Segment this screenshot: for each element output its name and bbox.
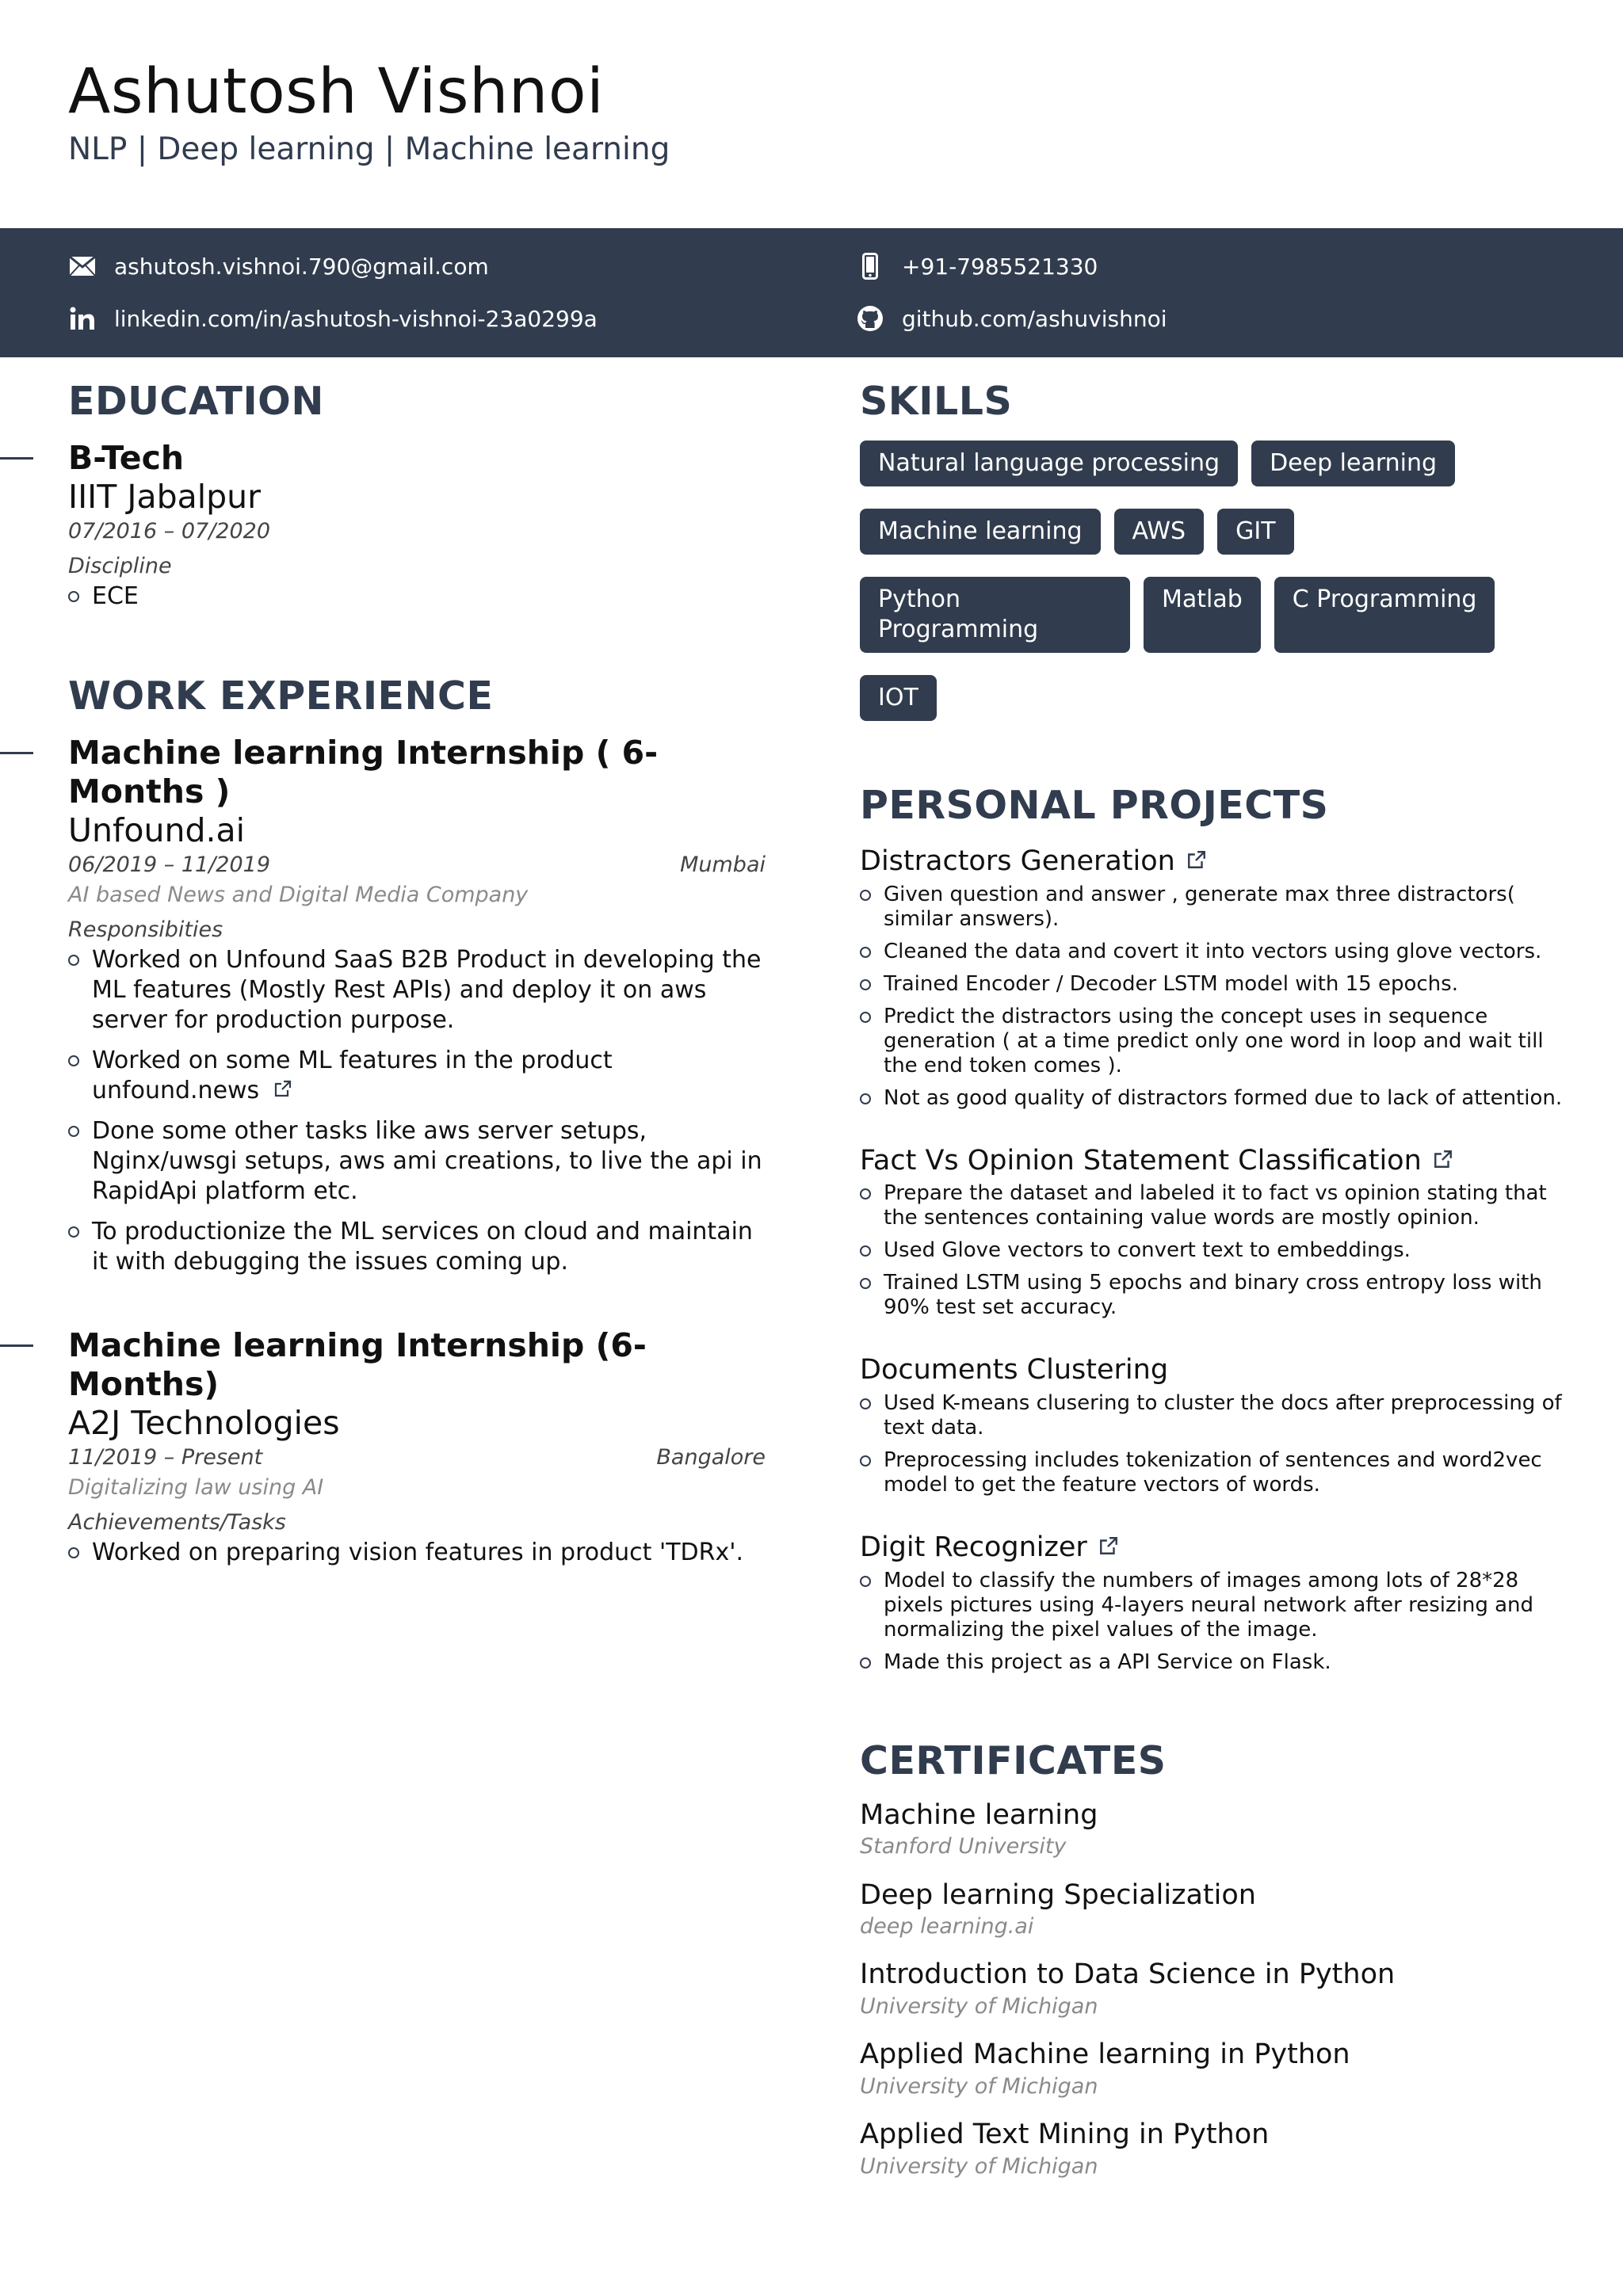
candidate-name: Ashutosh Vishnoi bbox=[68, 56, 605, 128]
list-item: Done some other tasks like aws server setups, Nginx/uwsgi setups, aws ami creations, to live the api in RapidApi platform etc. bbox=[68, 1116, 766, 1207]
skill-tag: Machine learning bbox=[860, 509, 1101, 555]
school: IIIT Jabalpur bbox=[68, 478, 261, 517]
education-dates-row bbox=[68, 517, 766, 547]
contact-email[interactable] bbox=[68, 250, 489, 282]
contact-bar bbox=[0, 228, 1623, 357]
education-dates: 07/2016 – 07/2020 bbox=[68, 519, 270, 544]
certificate-name: Introduction to Data Science in Python bbox=[860, 1958, 1396, 1991]
external-link-icon[interactable] bbox=[273, 1076, 292, 1106]
certificates-heading: CERTIFICATES bbox=[860, 1737, 1167, 1783]
skill-tag: Python Programming bbox=[860, 577, 1130, 653]
discipline-label: Discipline bbox=[68, 554, 172, 579]
job-location: Mumbai bbox=[680, 852, 766, 878]
list-item: Worked on preparing vision features in product 'TDRx'. bbox=[68, 1538, 766, 1568]
external-link-icon[interactable] bbox=[1433, 1144, 1453, 1179]
left-column bbox=[68, 380, 766, 1578]
job-bullets bbox=[68, 1538, 766, 1568]
job-location: Bangalore bbox=[656, 1445, 766, 1470]
external-link-icon[interactable] bbox=[1098, 1531, 1119, 1566]
external-link-icon[interactable] bbox=[1186, 845, 1207, 879]
project-name: Digit Recognizer bbox=[860, 1531, 1087, 1564]
list-item: To productionize the ML services on cloud and maintain it with debugging the issues coming up. bbox=[68, 1217, 766, 1277]
job-entry bbox=[68, 734, 766, 1277]
list-item-text: Worked on some ML features in the product unfound.news bbox=[92, 1046, 613, 1104]
email-text[interactable]: ashutosh.vishnoi.790@gmail.com bbox=[114, 253, 489, 280]
list-item: Made this project as a API Service on Flask. bbox=[860, 1650, 1573, 1675]
degree: B-Tech bbox=[68, 438, 185, 477]
project-bullets bbox=[860, 1391, 1573, 1497]
certificate-org: Stanford University bbox=[860, 1834, 1067, 1859]
job-company: A2J Technologies bbox=[68, 1404, 340, 1443]
skill-tag: GIT bbox=[1217, 509, 1293, 555]
email-icon bbox=[68, 252, 97, 280]
project-entry bbox=[860, 845, 1573, 1111]
certificate-org: University of Michigan bbox=[860, 1994, 1098, 2019]
certificate-org: deep learning.ai bbox=[860, 1914, 1034, 1939]
job-bullets bbox=[68, 945, 766, 1277]
github-icon bbox=[856, 304, 884, 333]
education-heading: EDUCATION bbox=[68, 379, 324, 424]
candidate-subtitle: NLP | Deep learning | Machine learning bbox=[68, 131, 670, 167]
list-item: ECE bbox=[68, 582, 766, 612]
certificate-name: Deep learning Specialization bbox=[860, 1878, 1256, 1911]
contact-linkedin[interactable] bbox=[68, 303, 598, 334]
list-item: Model to classify the numbers of images among lots of 28*28 pixels pictures using 4-layers neural network after resizing and normalizing the pixel values of the image. bbox=[860, 1569, 1573, 1642]
skill-tag: Natural language processing bbox=[860, 441, 1238, 486]
skill-tag: Matlab bbox=[1144, 577, 1261, 653]
certificate-entry bbox=[860, 1958, 1573, 2020]
phone-icon bbox=[856, 252, 884, 280]
job-dates: 06/2019 – 11/2019 bbox=[68, 852, 270, 878]
job-meta bbox=[68, 1443, 766, 1473]
project-entry bbox=[860, 1144, 1573, 1321]
certificate-org: University of Michigan bbox=[860, 2073, 1098, 2099]
work-heading: WORK EXPERIENCE bbox=[68, 673, 494, 719]
certificate-entry bbox=[860, 1878, 1573, 1941]
project-entry bbox=[860, 1353, 1573, 1497]
list-item: Given question and answer , generate max three distractors( similar answers). bbox=[860, 883, 1573, 932]
project-title bbox=[860, 845, 1573, 879]
skill-tag: C Programming bbox=[1274, 577, 1495, 653]
skills-list bbox=[860, 441, 1573, 743]
list-item: Trained LSTM using 5 epochs and binary cross entropy loss with 90% test set accuracy. bbox=[860, 1271, 1573, 1320]
project-name: Fact Vs Opinion Statement Classification bbox=[860, 1144, 1422, 1177]
list-item: Used Glove vectors to convert text to embeddings. bbox=[860, 1238, 1573, 1263]
skill-tag: IOT bbox=[860, 675, 937, 721]
project-title bbox=[860, 1144, 1573, 1179]
discipline-list bbox=[68, 582, 766, 612]
list-item: Used K-means clusering to cluster the docs after preprocessing of text data. bbox=[860, 1391, 1573, 1440]
skill-tag: AWS bbox=[1114, 509, 1205, 555]
job-dates: 11/2019 – Present bbox=[68, 1445, 263, 1470]
projects-heading: PERSONAL PROJECTS bbox=[860, 782, 1329, 828]
job-label: Achievements/Tasks bbox=[68, 1509, 286, 1535]
project-name: Documents Clustering bbox=[860, 1354, 1169, 1386]
project-title bbox=[860, 1531, 1573, 1566]
education-entry bbox=[68, 439, 766, 612]
project-entry bbox=[860, 1531, 1573, 1675]
project-bullets bbox=[860, 883, 1573, 1111]
certificate-name: Machine learning bbox=[860, 1798, 1098, 1831]
list-item: Cleaned the data and covert it into vectors using glove vectors. bbox=[860, 940, 1573, 964]
contact-github[interactable] bbox=[856, 303, 1167, 334]
linkedin-text[interactable]: linkedin.com/in/ashutosh-vishnoi-23a0299a bbox=[114, 305, 598, 332]
resume-header bbox=[68, 57, 1495, 167]
github-text[interactable]: github.com/ashuvishnoi bbox=[902, 305, 1167, 332]
certificate-entry bbox=[860, 1798, 1573, 1861]
job-company: Unfound.ai bbox=[68, 811, 246, 850]
job-meta bbox=[68, 850, 766, 880]
job-role: Machine learning Internship ( 6- Months ) bbox=[68, 733, 659, 810]
certificate-name: Applied Machine learning in Python bbox=[860, 2039, 1350, 2071]
list-item: Worked on Unfound SaaS B2B Product in developing the ML features (Mostly Rest APIs) and deploy it on aws server for production purpose. bbox=[68, 945, 766, 1035]
project-bullets bbox=[860, 1181, 1573, 1320]
certificate-name: Applied Text Mining in Python bbox=[860, 2119, 1270, 2151]
list-item: Prepare the dataset and labeled it to fact vs opinion stating that the sentences containing value words are mostly opinion. bbox=[860, 1181, 1573, 1230]
project-bullets bbox=[860, 1569, 1573, 1675]
contact-phone[interactable] bbox=[856, 250, 1098, 282]
company-description: Digitalizing law using AI bbox=[68, 1475, 324, 1501]
list-item: Preprocessing includes tokenization of sentences and word2vec model to get the feature vectors of words. bbox=[860, 1448, 1573, 1497]
linkedin-icon bbox=[68, 304, 97, 333]
project-name: Distractors Generation bbox=[860, 845, 1175, 877]
entry-marker bbox=[0, 752, 33, 754]
phone-text[interactable]: +91-7985521330 bbox=[902, 253, 1098, 280]
job-role: Machine learning Internship (6- Months) bbox=[68, 1325, 647, 1403]
job-entry bbox=[68, 1326, 766, 1568]
certificate-entry bbox=[860, 2118, 1573, 2180]
entry-marker bbox=[0, 457, 33, 460]
right-column bbox=[860, 380, 1573, 2180]
list-item: Predict the distractors using the concept uses in sequence generation ( at a time predict only one word in loop and wait till the end token comes ). bbox=[860, 1005, 1573, 1078]
job-label: Responsibities bbox=[68, 917, 223, 942]
certificate-org: University of Michigan bbox=[860, 2153, 1098, 2179]
list-item: Trained Encoder / Decoder LSTM model with 15 epochs. bbox=[860, 972, 1573, 997]
certificate-entry bbox=[860, 2038, 1573, 2100]
company-description: AI based News and Digital Media Company bbox=[68, 883, 529, 908]
entry-marker bbox=[0, 1344, 33, 1347]
list-item bbox=[68, 1046, 766, 1106]
skill-tag: Deep learning bbox=[1251, 441, 1455, 486]
skills-heading: SKILLS bbox=[860, 379, 1013, 424]
list-item: Not as good quality of distractors formed due to lack of attention. bbox=[860, 1086, 1573, 1111]
project-title bbox=[860, 1353, 1573, 1388]
